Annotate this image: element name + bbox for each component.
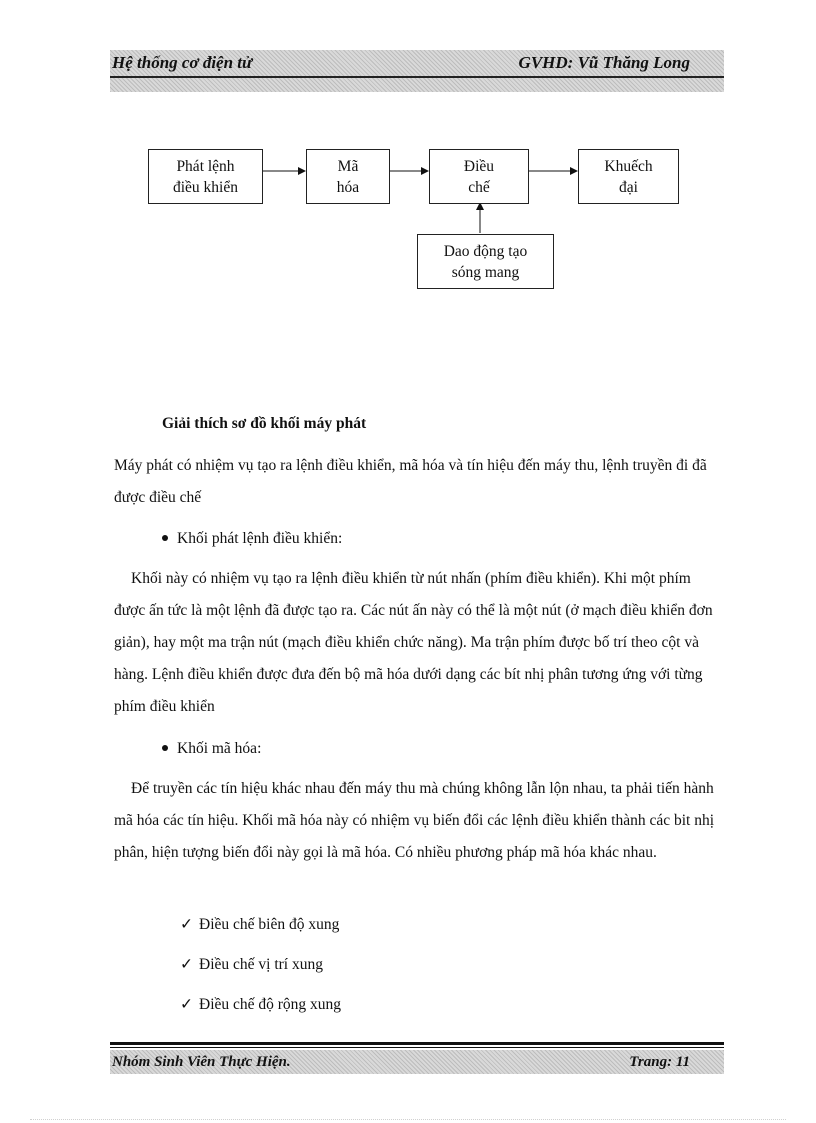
check-item-label: Điều chế độ rộng xung — [199, 996, 342, 1013]
page-footer — [110, 1050, 724, 1074]
checkmark-icon: ✓ — [180, 916, 193, 933]
checkmark-icon: ✓ — [180, 956, 193, 973]
bullet-command-label: Khối phát lệnh điều khiển: — [177, 530, 343, 547]
page-number: Trang: 11 — [629, 1054, 690, 1070]
block-oscillator: Dao động tạo sóng mang — [417, 234, 554, 289]
check-item — [180, 914, 339, 936]
bullet-command-block — [162, 528, 342, 550]
bullet-dot-icon — [162, 745, 168, 751]
bullet-encode-label: Khối mã hóa: — [177, 740, 262, 757]
block-command: Phát lệnh điều khiển — [148, 149, 263, 204]
block-encode: Mã hóa — [306, 149, 390, 204]
bullet-dot-icon — [162, 535, 168, 541]
intro-paragraph: Máy phát có nhiệm vụ tạo ra lệnh điều khiển, mã hóa và tín hiệu đến máy thu, lệnh truyền đi đã được điều chế — [114, 457, 707, 506]
header-course-title: Hệ thống cơ điện tử — [112, 53, 253, 72]
header-advisor: GVHD: Vũ Thăng Long — [518, 53, 690, 72]
page-edge — [30, 1119, 786, 1120]
footer-authors: Nhóm Sinh Viên Thực Hiện. — [112, 1054, 291, 1070]
diagram-connectors — [0, 0, 816, 400]
footer-divider — [110, 1042, 724, 1045]
check-item — [180, 954, 323, 976]
check-item-label: Điều chế vị trí xung — [199, 956, 323, 973]
command-block-paragraph: Khối này có nhiệm vụ tạo ra lệnh điều khiển từ nút nhấn (phím điều khiển). Khi một phím được ấn tức là một lệnh đã được tạo ra. Các nút ấn này có thể là một nút (ở mạch điều khiển đơn giản), hay một ma trận nút (mạch điều khiển chức năng). Ma trận phím được bố trí theo cột và hàng. Lệnh điều khiển được đưa đến bộ mã hóa dưới dạng các bít nhị phân tương ứng với từng phím điều khiển — [114, 570, 713, 715]
encode-block-paragraph: Để truyền các tín hiệu khác nhau đến máy thu mà chúng không lẫn lộn nhau, ta phải tiến hành mã hóa các tín hiệu. Khối mã hóa này có nhiệm vụ biến đổi các lệnh điều khiển thành các bit nhị phân, hiện tượng biến đổi này gọi là mã hóa. Có nhiều phương pháp mã hóa khác nhau. — [114, 780, 715, 861]
check-item — [180, 994, 341, 1016]
checkmark-icon: ✓ — [180, 996, 193, 1013]
check-item-label: Điều chế biên độ xung — [199, 916, 340, 933]
bullet-encode-block — [162, 738, 261, 760]
footer-divider-thin — [110, 1047, 724, 1048]
section-heading: Giải thích sơ đồ khối máy phát — [162, 415, 367, 432]
block-amplify: Khuếch đại — [578, 149, 679, 204]
block-modulate: Điều chế — [429, 149, 529, 204]
